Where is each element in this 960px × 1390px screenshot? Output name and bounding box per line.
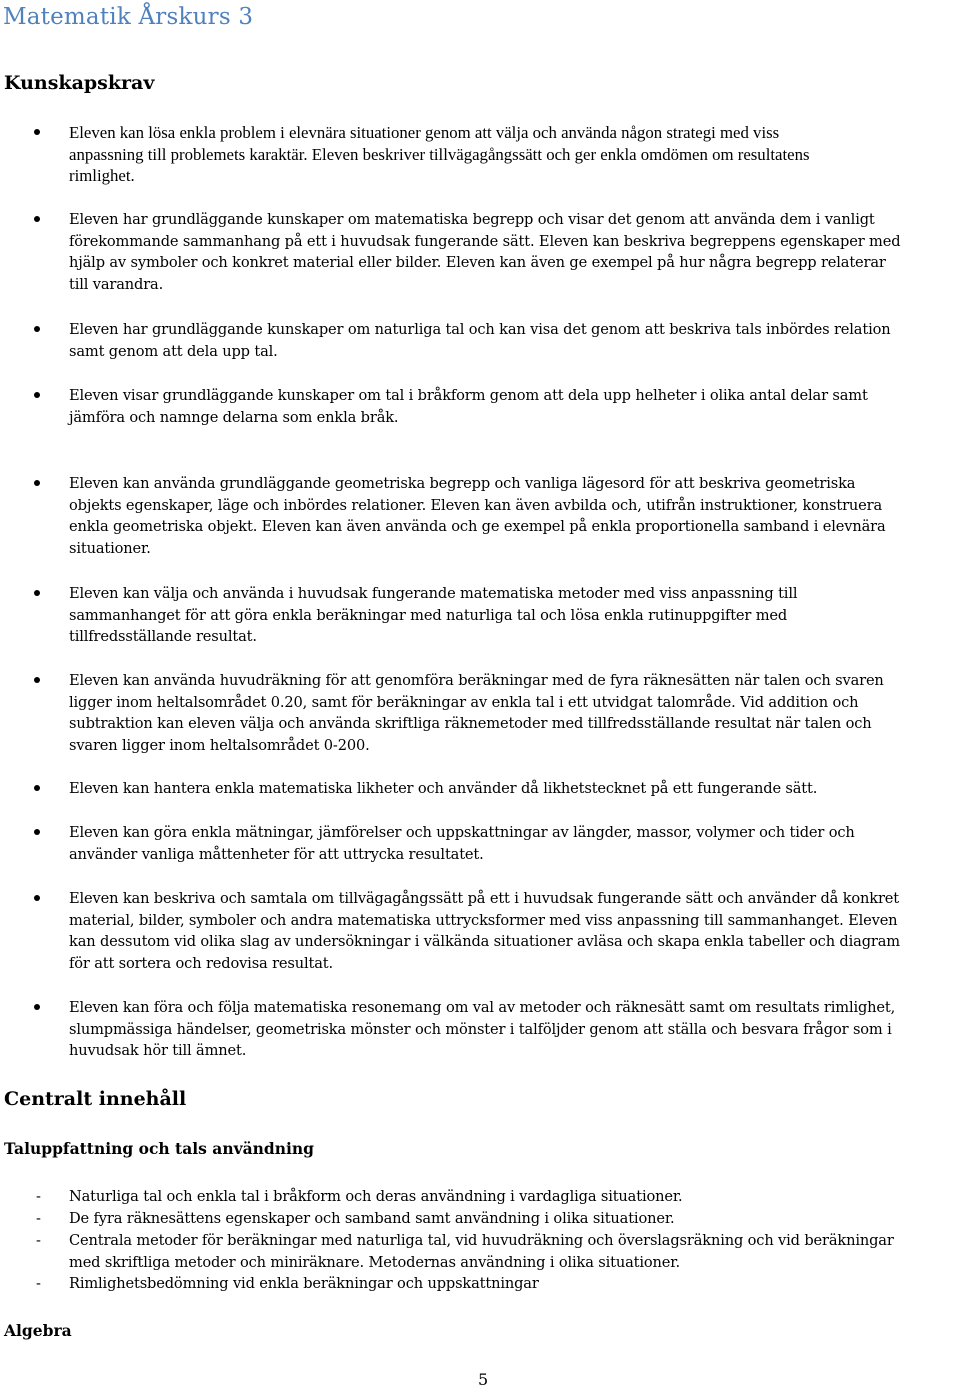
bullet-icon [34, 216, 40, 222]
requirement-text: Eleven har grundläggande kunskaper om matematiska begrepp och visar det genom att använda dem i vanligt förekommande sammanhang på ett i huvudsak fungerande sätt. Eleven kan beskriva begreppens egenskaper med hjälp av symboler och konkret material eller bilder. Eleven kan även ge exempel på hur några begrepp relaterar till varandra. [69, 211, 901, 294]
heading-algebra: Algebra [4, 1321, 72, 1340]
requirement-text: Eleven kan använda huvudräkning för att genomföra beräkningar med de fyra räknesätten när talen och svaren ligger inom heltalsområdet 0.20, samt för beräkningar av enkla tal i ett utvidgat talområde. Vid addition och subtraktion kan eleven välja och använda skriftliga räknemetoder med tillfredsställande resultat när talen och svaren ligger inom heltalsområdet 0-200. [69, 672, 884, 755]
heading-taluppfattning: Taluppfattning och tals användning [4, 1139, 315, 1158]
content-item-text: De fyra räknesättens egenskaper och samband samt användning i olika situationer. [69, 1210, 675, 1227]
requirement-text: Eleven kan använda grundläggande geometriska begrepp och vanliga lägesord för att beskriva geometriska objekts egenskaper, läge och inbördes relationer. Eleven kan även avbilda och, utifrån instruktioner, konstruera enkla geometriska objekt. Eleven kan även använda och ge exempel på enkla proportionella samband i elevnära situationer. [69, 475, 886, 558]
bullet-icon [34, 785, 40, 791]
bullet-icon [34, 590, 40, 596]
dash-marker: - [36, 1188, 41, 1205]
requirement-text: Eleven kan välja och använda i huvudsak fungerande matematiska metoder med viss anpassning till sammanhanget för att göra enkla beräkningar med naturliga tal och lösa enkla rutinuppgifter med tillfredsställande resultat. [69, 585, 798, 646]
bullet-icon [34, 129, 40, 135]
dash-marker: - [36, 1275, 41, 1292]
requirement-text: Eleven kan hantera enkla matematiska likheter och använder då likhetstecknet på ett fungerande sätt. [69, 780, 818, 797]
requirement-text: Eleven kan föra och följa matematiska resonemang om val av metoder och räknesätt samt om resultats rimlighet, slumpmässiga händelser, geometriska mönster och mönster i talföljder genom att ställa och besvara frågor som i huvudsak hör till ämnet. [69, 999, 896, 1060]
bullet-icon [34, 326, 40, 332]
content-item-text: Rimlighetsbedömning vid enkla beräkningar och uppskattningar [69, 1275, 539, 1292]
requirement-text: Eleven kan beskriva och samtala om tillvägagångssätt på ett i huvudsak fungerande sätt och använder då konkret material, bilder, symboler och andra matematiska uttrycksformer med viss anpassning till sammanhanget. Eleven kan dessutom vid olika slag av undersökningar i välkända situationer avläsa och skapa enkla tabeller och diagram för att sortera och redovisa resultat. [69, 890, 900, 973]
bullet-icon [34, 895, 40, 901]
page-number: 5 [478, 1370, 489, 1389]
content-item-text: Centrala metoder för beräkningar med naturliga tal, vid huvudräkning och överslagsräkning och vid beräkningar med skriftliga metoder och miniräknare. Metodernas användning i olika situationer. [69, 1232, 894, 1271]
requirement-text: Eleven har grundläggande kunskaper om naturliga tal och kan visa det genom att beskriva tals inbördes relation samt genom att dela upp tal. [69, 321, 891, 360]
requirement-text: Eleven kan göra enkla mätningar, jämförelser och uppskattningar av längder, massor, volymer och tider och använder vanliga måttenheter för att uttrycka resultatet. [69, 824, 855, 863]
page-title: Matematik Årskurs 3 [3, 4, 254, 30]
heading-kunskapskrav: Kunskapskrav [4, 72, 155, 94]
dash-marker: - [36, 1232, 41, 1249]
requirement-text: Eleven kan lösa enkla problem i elevnära situationer genom att välja och använda någon strategi med viss anpassning till problemets karaktär. Eleven beskriver tillvägagångssätt och ger enkla omdömen om resultatens rimlighet. [69, 123, 810, 186]
bullet-icon [34, 1004, 40, 1010]
content-item-text: Naturliga tal och enkla tal i bråkform och deras användning i vardagliga situationer. [69, 1188, 683, 1205]
requirement-text: Eleven visar grundläggande kunskaper om tal i bråkform genom att dela upp helheter i olika antal delar samt jämföra och namnge delarna som enkla bråk. [69, 387, 868, 426]
bullet-icon [34, 829, 40, 835]
bullet-icon [34, 480, 40, 486]
bullet-icon [34, 677, 40, 683]
heading-centralt-innehall: Centralt innehåll [4, 1088, 187, 1110]
dash-marker: - [36, 1210, 41, 1227]
bullet-icon [34, 392, 40, 398]
